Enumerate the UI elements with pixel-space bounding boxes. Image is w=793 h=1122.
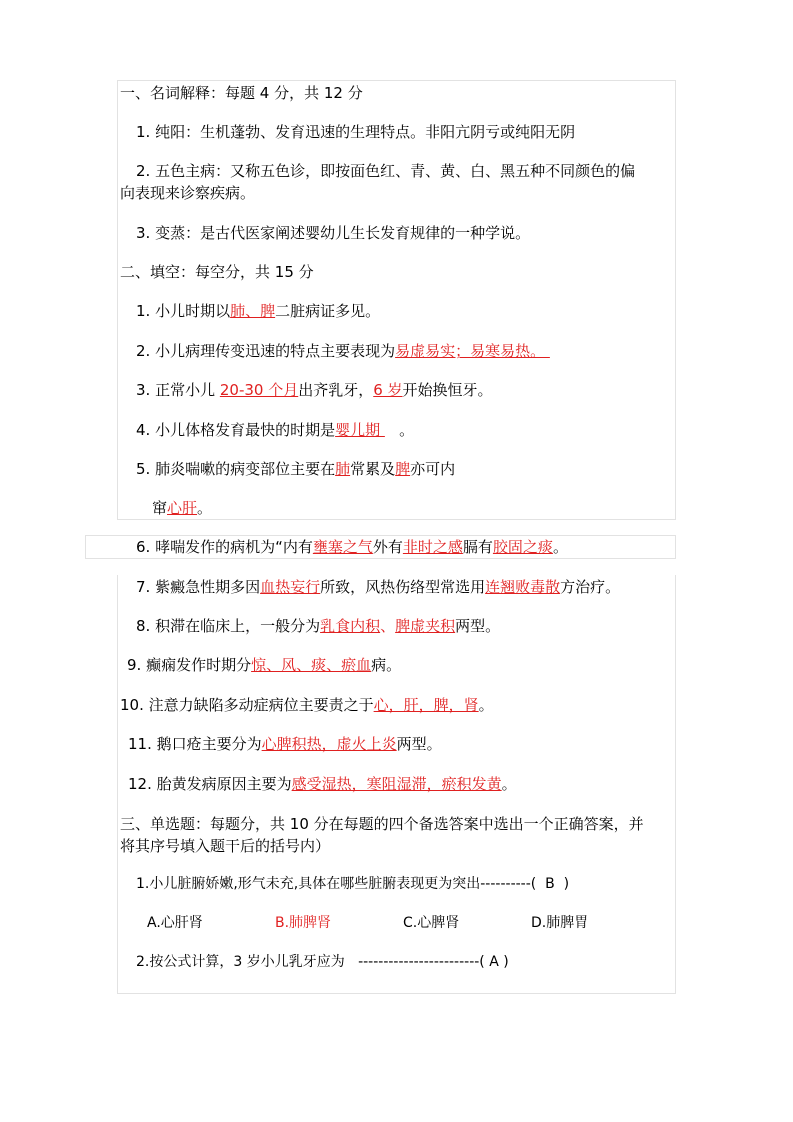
term-q1: 1. 纯阳：生机蓬勃、发育迅速的生理特点。非阳亢阴亏或纯阳无阴 bbox=[136, 123, 576, 141]
fill-q2-text: 2. 小儿病理传变迅速的特点主要表现为 bbox=[136, 342, 396, 360]
choice-q1-option-a: A.心肝肾 bbox=[147, 915, 203, 931]
fill-q1-text: 1. 小儿时期以 bbox=[136, 302, 231, 320]
choice-q1-stem: 1.小儿脏腑娇嫩,形气未充,具体在哪些脏腑表现更为突出----------( B ) bbox=[136, 876, 570, 892]
fill-q8 bbox=[136, 615, 500, 637]
fill-q3-answer-2: 6 岁 bbox=[373, 381, 403, 399]
section3-heading-line1: 三、单选题：每题分，共 10 分在每题的四个备选答案中选出一个正确答案，并 bbox=[120, 815, 644, 833]
term-q3: 3. 变蒸：是古代医家阐述婴幼儿生长发育规律的一种学说。 bbox=[136, 224, 531, 242]
fill-q9-text: 9. 癫痫发作时期分 bbox=[127, 656, 252, 674]
fill-q5-text-mid: 常累及 bbox=[350, 460, 396, 478]
fill-q7-text-mid: 所致，风热伤络型常选用 bbox=[320, 578, 486, 596]
fill-q6-text-mid: 外有 bbox=[372, 538, 403, 556]
fill-q11 bbox=[128, 733, 442, 755]
fill-q12-text: 12. 胎黄发病原因主要为 bbox=[128, 775, 292, 793]
fill-q9-answer: 惊、风、痰、瘀血 bbox=[251, 656, 372, 674]
fill-q3-text-end: 开始换恒牙。 bbox=[402, 381, 493, 399]
fill-q10-text-end: 。 bbox=[478, 696, 494, 714]
fill-q2 bbox=[136, 340, 550, 362]
fill-q1-answer: 肺、脾 bbox=[230, 302, 276, 320]
fill-q5b-answer: 心肝 bbox=[167, 499, 198, 517]
fill-q5-text-end: 亦可内 bbox=[410, 460, 456, 478]
fill-q8-answer-2: 脾虚夹积 bbox=[395, 617, 456, 635]
fill-q5b-text: 窜 bbox=[152, 499, 168, 517]
fill-q8-answer-1: 乳食内积 bbox=[320, 617, 381, 635]
fill-q7-answer-2: 连翘败毒散 bbox=[485, 578, 561, 596]
fill-q4-text-end: 。 bbox=[384, 421, 415, 439]
fill-q11-answer: 心脾积热，虚火上炎 bbox=[261, 735, 397, 753]
fill-q6-text-end: 。 bbox=[552, 538, 568, 556]
fill-q12-answer: 感受湿热，寒阻湿滞，瘀积发黄 bbox=[291, 775, 502, 793]
fill-q6-answer-2: 非时之感 bbox=[402, 538, 463, 556]
fill-q10 bbox=[120, 694, 494, 716]
fill-q12-text-end: 。 bbox=[501, 775, 517, 793]
fill-q6-answer-3: 胶固之痰 bbox=[492, 538, 553, 556]
fill-q3 bbox=[136, 379, 493, 401]
section1-heading: 一、名词解释：每题 4 分，共 12 分 bbox=[120, 84, 363, 102]
fill-q11-text-end: 两型。 bbox=[396, 735, 442, 753]
fill-q2-answer: 易虚易实；易寒易热。 bbox=[395, 342, 550, 360]
choice-q1-option-d: D.肺脾胃 bbox=[531, 915, 589, 931]
fill-q6-text-mid2: 膈有 bbox=[462, 538, 493, 556]
fill-q6 bbox=[136, 536, 568, 558]
fill-q4 bbox=[136, 419, 414, 441]
fill-q3-answer-1: 20-30 个月 bbox=[219, 381, 299, 399]
fill-q10-answer: 心，肝，脾，肾 bbox=[373, 696, 479, 714]
fill-q7-answer-1: 血热妄行 bbox=[260, 578, 321, 596]
fill-q1 bbox=[136, 300, 380, 322]
fill-q4-text: 4. 小儿体格发育最快的时期是 bbox=[136, 421, 336, 439]
fill-q7-text: 7. 紫癜急性期多因 bbox=[136, 578, 261, 596]
fill-q3-text: 3. 正常小儿 bbox=[136, 381, 220, 399]
term-q2-line1: 2. 五色主病：又称五色诊，即按面色红、青、黄、白、黑五种不同颜色的偏 bbox=[136, 162, 636, 180]
fill-q6-answer-1: 壅塞之气 bbox=[312, 538, 373, 556]
fill-q10-text: 10. 注意力缺陷多动症病位主要责之于 bbox=[120, 696, 374, 714]
fill-q6-text: 6. 哮喘发作的病机为“内有 bbox=[136, 538, 313, 556]
fill-q9 bbox=[127, 654, 401, 676]
fill-q8-text: 8. 积滞在临床上，一般分为 bbox=[136, 617, 321, 635]
fill-q3-text-mid: 出齐乳牙， bbox=[298, 381, 374, 399]
fill-q8-separator: 、 bbox=[380, 617, 396, 635]
fill-q5-continued bbox=[152, 497, 212, 519]
fill-q7-text-end: 方治疗。 bbox=[560, 578, 621, 596]
fill-q5 bbox=[136, 458, 455, 480]
section3-heading-line2: 将其序号填入题干后的括号内） bbox=[120, 837, 331, 855]
choice-q2-stem: 2.按公式计算，3 岁小儿乳牙应为 ------------------------( A ) bbox=[136, 954, 509, 970]
fill-q11-text: 11. 鹅口疮主要分为 bbox=[128, 735, 262, 753]
fill-q12 bbox=[128, 773, 517, 795]
fill-q1-text-end: 二脏病证多见。 bbox=[275, 302, 381, 320]
term-q2-line2: 向表现来诊察疾病。 bbox=[120, 184, 256, 202]
fill-q5-text: 5. 肺炎喘嗽的病变部位主要在 bbox=[136, 460, 336, 478]
fill-q5b-text-end: 。 bbox=[197, 499, 213, 517]
fill-q7 bbox=[136, 576, 620, 598]
fill-q9-text-end: 病。 bbox=[371, 656, 402, 674]
choice-q1-option-c: C.心脾肾 bbox=[403, 915, 460, 931]
fill-q5-answer-1: 肺 bbox=[335, 460, 351, 478]
fill-q4-answer: 婴儿期 bbox=[335, 421, 385, 439]
section2-heading: 二、填空：每空分，共 15 分 bbox=[120, 263, 314, 281]
fill-q8-text-end: 两型。 bbox=[455, 617, 501, 635]
fill-q5-answer-2: 脾 bbox=[395, 460, 411, 478]
choice-q1-option-b: B.肺脾肾 bbox=[275, 915, 332, 931]
